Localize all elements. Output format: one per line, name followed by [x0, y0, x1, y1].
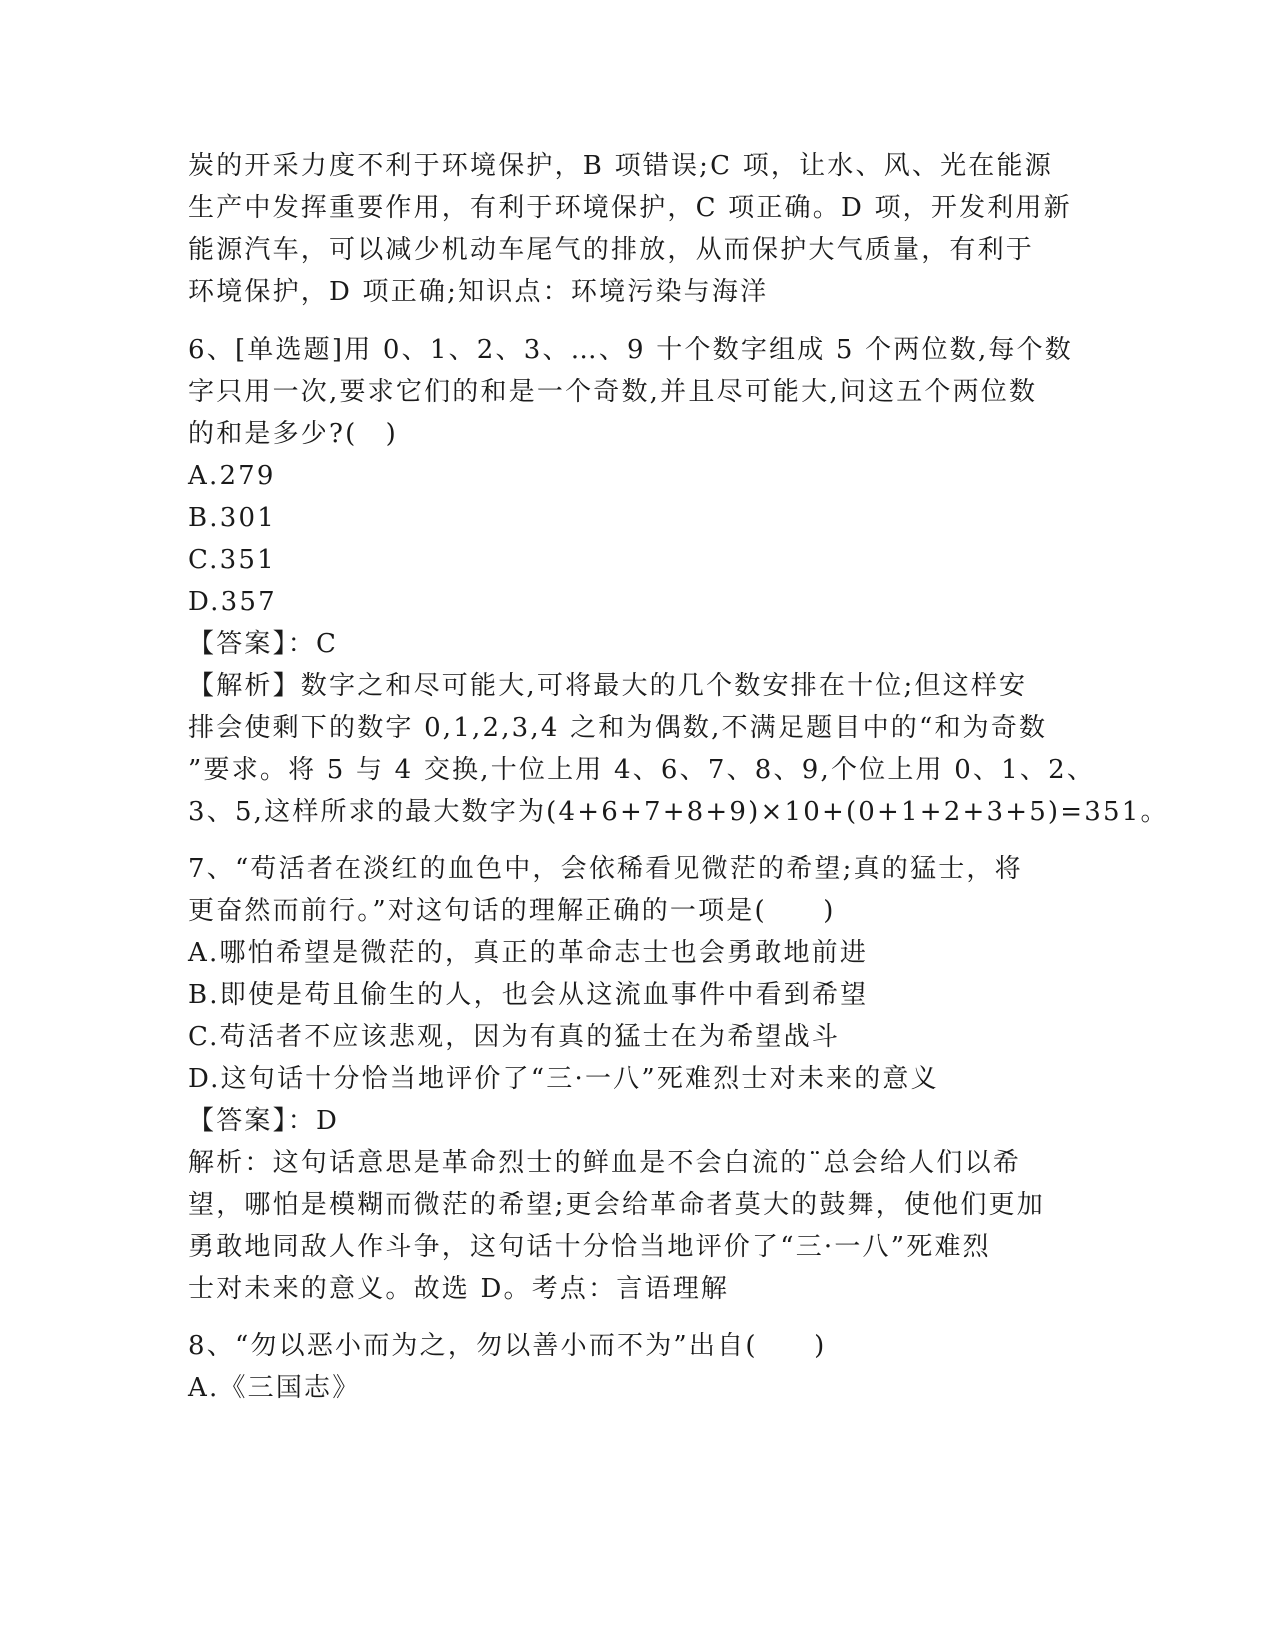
question-7-stem: 更奋然而前行。”对这句话的理解正确的一项是( )	[188, 896, 836, 926]
question-8	[188, 1325, 1088, 1409]
question-7-answer: 【答案】：D	[188, 1106, 340, 1136]
question-6-option-c: C.351	[188, 545, 276, 575]
question-7-analysis: 望，哪怕是模糊而微茫的希望;更会给革命者莫大的鼓舞，使他们更加	[188, 1190, 1045, 1220]
question-8-stem: 8、“勿以恶小而为之，勿以善小而不为”出自( )	[188, 1331, 827, 1361]
question-7-option-b: B.即使是苟且偷生的人，也会从这流血事件中看到希望	[188, 980, 869, 1010]
intro-line: 环境保护，D 项正确;知识点：环境污染与海洋	[188, 277, 769, 307]
question-7-option-c: C.苟活者不应该悲观，因为有真的猛士在为希望战斗	[188, 1022, 841, 1052]
question-6-analysis: 3、5,这样所求的最大数字为(4+6+7+8+9)×10+(0+1+2+3+5)=351。	[188, 797, 1169, 827]
intro-paragraph	[188, 145, 1088, 313]
intro-line: 炭的开采力度不利于环境保护，B 项错误;C 项，让水、风、光在能源	[188, 151, 1053, 181]
question-7	[188, 848, 1088, 1310]
question-6-stem: 的和是多少?( )	[188, 419, 399, 449]
question-7-stem: 7、“苟活者在淡红的血色中，会依稀看见微茫的希望;真的猛士，将	[188, 854, 1023, 884]
question-6-analysis: 【解析】数字之和尽可能大,可将最大的几个数安排在十位;但这样安	[188, 671, 1028, 701]
question-6	[188, 329, 1169, 833]
question-8-option-a: A.《三国志》	[188, 1373, 361, 1403]
question-7-analysis: 解析：这句话意思是革命烈士的鲜血是不会白流的¨总会给人们以希	[188, 1148, 1022, 1178]
question-6-option-a: A.279	[188, 461, 276, 491]
intro-line: 生产中发挥重要作用，有利于环境保护，C 项正确。D 项，开发利用新	[188, 193, 1072, 223]
question-7-option-d: D.这句话十分恰当地评价了“三·一八”死难烈士对未来的意义	[188, 1064, 939, 1094]
question-6-option-b: B.301	[188, 503, 276, 533]
question-7-option-a: A.哪怕希望是微茫的，真正的革命志士也会勇敢地前进	[188, 938, 869, 968]
document-page	[188, 145, 1169, 1409]
question-6-stem: 字只用一次,要求它们的和是一个奇数,并且尽可能大,问这五个两位数	[188, 377, 1038, 407]
question-7-analysis: 士对未来的意义。故选 D。考点：言语理解	[188, 1274, 730, 1304]
question-6-option-d: D.357	[188, 587, 277, 617]
question-6-stem: 6、[单选题]用 0、1、2、3、…、9 十个数字组成 5 个两位数,每个数	[188, 335, 1074, 365]
intro-line: 能源汽车，可以减少机动车尾气的排放，从而保护大气质量，有利于	[188, 235, 1035, 265]
question-7-analysis: 勇敢地同敌人作斗争，这句话十分恰当地评价了“三·一八”死难烈	[188, 1232, 991, 1262]
question-6-analysis: 排会使剩下的数字 0,1,2,3,4 之和为偶数,不满足题目中的“和为奇数	[188, 713, 1048, 743]
question-6-answer: 【答案】：C	[188, 629, 339, 659]
question-6-analysis: ”要求。将 5 与 4 交换,十位上用 4、6、7、8、9,个位上用 0、1、2、	[188, 755, 1096, 785]
